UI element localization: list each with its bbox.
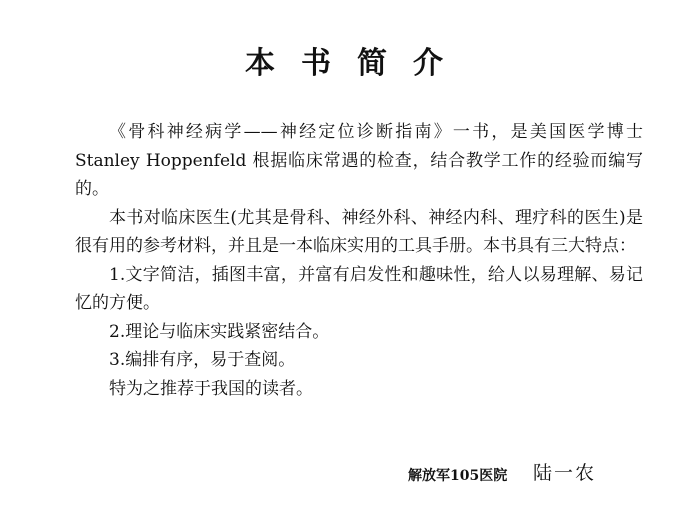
signature — [0, 460, 688, 490]
signature-organization: 解放军105医院 — [408, 468, 508, 484]
feature-item-3: 3.编排有序，易于查阅。 — [109, 350, 296, 370]
feature-item-2: 2.理论与临床实践紧密结合。 — [109, 321, 330, 342]
intro-paragraph: 《骨科神经病学——神经定位诊断指南》一书，是美国医学博士Stanley Hoppenfeld 根据临床常遇的检查，结合教学工作的经验而编写的。 — [75, 122, 643, 199]
signature-name: 陆一农 — [533, 462, 597, 484]
page-title: 本书简介 — [245, 46, 469, 81]
feature-item-1: 1.文字简洁，插图丰富，并富有启发性和趣味性，给人以易理解、易记忆的方便。 — [75, 264, 643, 313]
recommendation-paragraph: 特为之推荐于我国的读者。 — [109, 378, 313, 399]
audience-paragraph: 本书对临床医生(尤其是骨科、神经外科、神经内科、理疗科的医生)是很有用的参考材料，并且是一本临床实用的工具手册。本书具有三大特点： — [75, 207, 643, 256]
document-body — [75, 118, 643, 403]
